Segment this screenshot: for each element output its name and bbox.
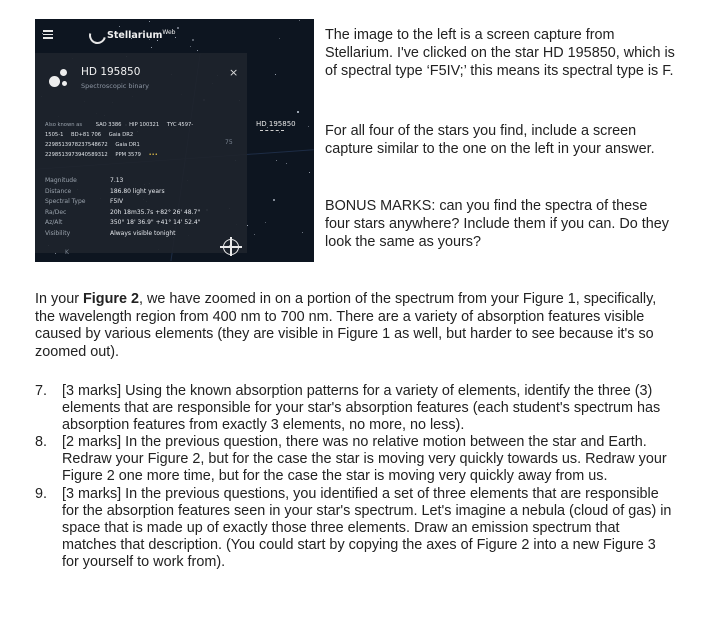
alias: SAO 3386 xyxy=(95,122,122,128)
question-text: [3 marks] Using the known absorption patterns for a variety of elements, identify the three (3) elements that are responsible for your star's absorption features (each student's spectrum has absorption features from exactly 3 elements, no more, no less). xyxy=(62,383,661,434)
compass-letter: K xyxy=(65,249,69,256)
property-row xyxy=(45,176,200,187)
property-row xyxy=(45,208,200,219)
question-list xyxy=(35,383,675,571)
property-key: Visibility xyxy=(45,229,71,237)
alias: 2298513978237548672 xyxy=(45,142,108,148)
background-star xyxy=(254,234,255,235)
bonus-paragraph: BONUS MARKS: can you find the spectra of these four stars anywhere? Include them if you can. Do they look the same as yours? xyxy=(325,198,669,250)
background-star xyxy=(265,222,266,223)
question-item xyxy=(35,434,675,485)
property-value: F5IV xyxy=(110,198,124,205)
property-value: 350° 18' 36.9" +41° 14' 52.4" xyxy=(110,219,201,226)
target-marker xyxy=(260,130,284,133)
question-number: 7. xyxy=(35,383,48,399)
background-star xyxy=(297,111,299,113)
alias: PPM 3579 xyxy=(115,152,141,158)
background-star xyxy=(247,225,248,226)
property-value: 7.13 xyxy=(110,177,124,184)
star-object-icon xyxy=(47,67,71,91)
question-number: 9. xyxy=(35,485,48,502)
stellarium-screenshot xyxy=(35,19,314,262)
property-key: Spectral Type xyxy=(45,198,86,205)
property-key: Ra/Dec xyxy=(45,208,67,216)
question-text: [2 marks] In the previous question, there was no relative motion between the star and Earth. Redraw your Figure 2, but for the case the star is moving very quickly towards us. Redraw your Figure 2 one more time, but for the case the star is moving very quickly away from us. xyxy=(62,434,667,485)
background-star xyxy=(276,160,277,161)
property-value: Always visible tonight xyxy=(110,229,176,237)
question-item xyxy=(35,383,675,434)
top-bar xyxy=(35,19,314,51)
property-key: Az/Alt xyxy=(45,219,63,226)
grid-label: 75 xyxy=(225,139,233,146)
figure-2-bold: Figure 2 xyxy=(83,291,139,307)
object-type: Spectroscopic binary xyxy=(81,82,149,90)
property-row xyxy=(45,187,200,198)
question-number: 8. xyxy=(35,434,48,451)
background-star xyxy=(275,74,276,75)
background-star xyxy=(286,163,287,164)
alias: BD+81 706 xyxy=(71,132,102,138)
background-star xyxy=(309,172,310,173)
background-star xyxy=(308,126,309,127)
property-key: Magnitude xyxy=(45,177,77,184)
background-star xyxy=(273,199,275,201)
background-star xyxy=(302,232,303,233)
also-known-as-label: Also known as xyxy=(45,122,83,128)
figure-2-prefix: In your xyxy=(35,291,83,307)
alias: Gaia DR1 xyxy=(115,142,140,148)
figure-2-suffix: , we have zoomed in on a portion of the spectrum from your Figure 1, specifically, the wavelength region from 400 nm to 700 nm. There are a variety of absorption features visible caused by various elements (they are visible in Figure 1 as well, but harder to see because it's so zoomed out). xyxy=(35,291,657,360)
figure-2-paragraph xyxy=(35,291,675,361)
locate-crosshair-icon[interactable] xyxy=(223,239,239,255)
app-title: Stellarium$^{Web}$ xyxy=(107,29,176,42)
target-star-label[interactable]: HD 195850 xyxy=(256,120,296,128)
instruction-paragraph: For all four of the stars you find, include a screen capture similar to the one on the left in your answer. xyxy=(325,123,655,157)
alias: HIP 100321 xyxy=(129,122,160,128)
alias: Gaia DR2 xyxy=(108,132,134,138)
property-value: 20h 18m35.7s +82° 26' 48.7" xyxy=(110,208,201,216)
more-aliases[interactable]: ••• xyxy=(148,152,158,158)
properties-table xyxy=(45,176,200,239)
object-name: HD 195850 xyxy=(81,66,141,78)
property-row xyxy=(45,229,200,240)
object-info-panel xyxy=(35,53,247,256)
alias: TYC 4597- xyxy=(166,122,194,128)
background-star xyxy=(55,253,56,254)
alias: 1505-1 xyxy=(45,132,64,138)
aliases-list xyxy=(45,120,241,160)
menu-icon[interactable] xyxy=(43,30,53,39)
question-item xyxy=(35,486,675,571)
property-row xyxy=(45,218,200,229)
close-icon[interactable]: × xyxy=(229,66,239,79)
intro-paragraph: The image to the left is a screen capture from Stellarium. I've clicked on the star HD 195850, which is of spectral type ‘F5IV;’ this means its spectral type is F. xyxy=(325,27,675,79)
property-value: 186.80 light years xyxy=(110,187,165,195)
property-row xyxy=(45,197,200,208)
alias: 2298513973940589312 xyxy=(45,152,108,158)
question-text: [3 marks] In the previous questions, you identified a set of three elements that are responsible for the absorption features seen in your star's spectrum. Let's imagine a nebula (cloud of gas) in space that is made up of exactly those three elements. Draw an emission spectrum that matches that description. (You could start by copying the axes of Figure 2 into a new Figure 3 for yourself to work from). xyxy=(62,485,672,570)
stellarium-logo-icon xyxy=(86,24,109,47)
property-key: Distance xyxy=(45,187,72,195)
